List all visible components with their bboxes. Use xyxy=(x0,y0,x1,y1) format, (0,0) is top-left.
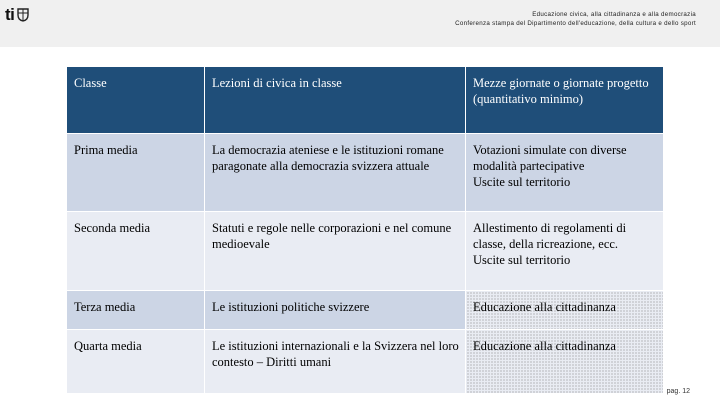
class-cell: Prima media xyxy=(67,134,205,212)
table-row xyxy=(67,212,664,291)
table-row xyxy=(67,330,664,394)
header-cell-class: Classe xyxy=(67,67,205,134)
class-cell: Seconda media xyxy=(67,212,205,291)
header-cell-projects: Mezze giornate o giornate progetto (quantitativo minimo) xyxy=(466,67,664,134)
projects-cell: Educazione alla cittadinanza xyxy=(466,330,664,394)
lessons-cell: Le istituzioni internazionali e la Svizzera nel loro contesto – Diritti umani xyxy=(205,330,466,394)
lessons-table xyxy=(66,66,664,394)
canton-shield-icon xyxy=(17,8,29,22)
page-number: pag. 12 xyxy=(666,388,690,395)
table-header-row xyxy=(67,67,664,134)
lessons-cell: Le istituzioni politiche svizzere xyxy=(205,291,466,330)
projects-cell: Educazione alla cittadinanza xyxy=(466,291,664,330)
table-row xyxy=(67,134,664,212)
class-cell: Terza media xyxy=(67,291,205,330)
projects-cell: Allestimento di regolamenti di classe, della ricreazione, ecc. Uscite sul territorio xyxy=(466,212,664,291)
lessons-cell: La democrazia ateniese e le istituzioni romane paragonate alla democrazia svizzera attuale xyxy=(205,134,466,212)
header-cell-lessons: Lezioni di civica in classe xyxy=(205,67,466,134)
table-row xyxy=(67,291,664,330)
header-info xyxy=(455,10,696,28)
projects-cell: Votazioni simulate con diverse modalità partecipative Uscite sul territorio xyxy=(466,134,664,212)
header-line-1: Educazione civica, alla cittadinanza e alla democrazia xyxy=(532,11,696,18)
lessons-cell: Statuti e regole nelle corporazioni e nel comune medioevale xyxy=(205,212,466,291)
top-bar xyxy=(0,0,720,47)
header-line-2: Conferenza stampa del Dipartimento dell'educazione, della cultura e dello sport xyxy=(455,20,696,27)
logo-text: ti xyxy=(5,5,15,24)
canton-logo xyxy=(5,6,29,24)
class-cell: Quarta media xyxy=(67,330,205,394)
